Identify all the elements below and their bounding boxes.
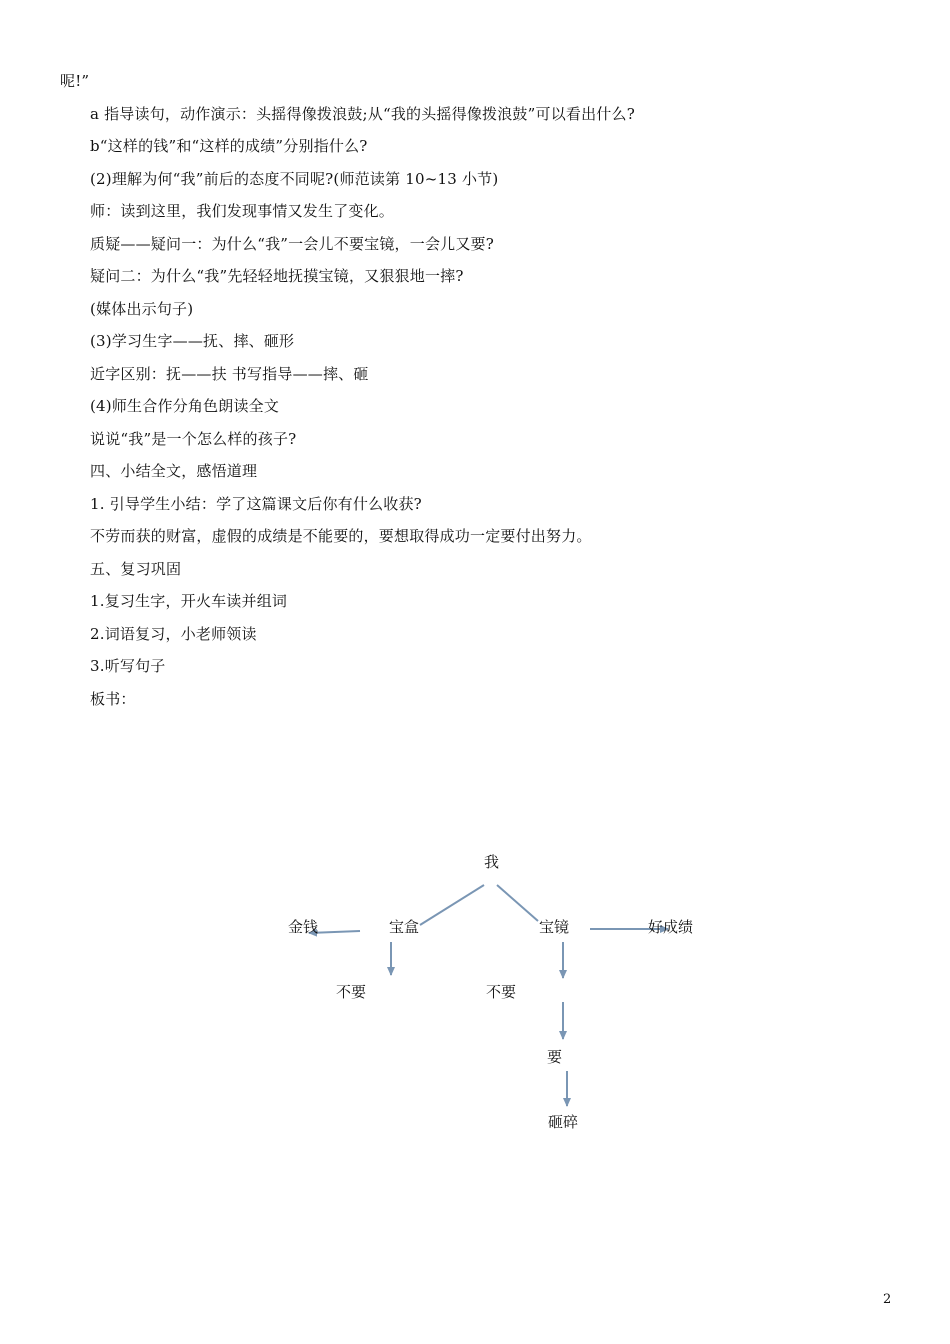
body-line-2: a 指导读句，动作演示：头摇得像拨浪鼓;从“我的头摇得像拨浪鼓”可以看出什么?: [90, 105, 635, 123]
body-line-12: 说说“我”是一个怎么样的孩子?: [90, 430, 297, 448]
section-heading-review: 五、复习巩固: [90, 560, 182, 578]
line-root-to-mirror: [497, 885, 538, 921]
body-line-10: 近字区别：抚——扶 书写指导——摔、砸: [90, 365, 369, 383]
diagram-treasure-mirror: 宝镜: [539, 918, 570, 936]
body-line-14: 1. 引导学生小结：学了这篇课文后你有什么收获?: [90, 495, 422, 513]
body-line-19: 3.听写句子: [90, 657, 166, 675]
section-heading-summary: 四、小结全文，感悟道理: [90, 462, 258, 480]
body-line-3: b“这样的钱”和“这样的成绩”分别指什么?: [90, 137, 368, 155]
body-line-11: (4)师生合作分角色朗读全文: [90, 397, 280, 415]
diagram-root-me: 我: [484, 853, 500, 871]
diagram-mirror-want: 要: [547, 1048, 563, 1066]
body-line-5: 师：读到这里，我们发现事情又发生了变化。: [90, 202, 395, 220]
line-root-to-box: [420, 885, 484, 925]
body-line-17: 1.复习生字，开火车读并组词: [90, 592, 288, 610]
body-line-7: 疑问二：为什么“我”先轻轻地抚摸宝镜，又狠狠地一摔?: [90, 267, 464, 285]
diagram-mirror-smash: 砸碎: [548, 1113, 579, 1131]
page-number: 2: [883, 1292, 892, 1307]
diagram-good-grades: 好成绩: [648, 918, 694, 936]
diagram-mirror-refuse: 不要: [486, 983, 517, 1001]
blackboard-label: 板书：: [90, 690, 136, 708]
diagram-treasure-box: 宝盒: [389, 918, 420, 936]
diagram-box-refuse: 不要: [336, 983, 367, 1001]
body-line-15: 不劳而获的财富，虚假的成绩是不能要的，要想取得成功一定要付出努力。: [90, 527, 592, 545]
body-line-18: 2.词语复习，小老师领读: [90, 625, 257, 643]
diagram-money: 金钱: [288, 918, 319, 936]
body-line-8: (媒体出示句子): [90, 300, 194, 318]
body-line-6: 质疑——疑问一：为什么“我”一会儿不要宝镜，一会儿又要?: [90, 235, 494, 253]
body-line-4: (2)理解为何“我”前后的态度不同呢?(师范读第 10~13 小节): [90, 170, 499, 188]
body-line-1: 呢!”: [60, 72, 90, 90]
body-line-9: (3)学习生字——抚、摔、砸形: [90, 332, 295, 350]
